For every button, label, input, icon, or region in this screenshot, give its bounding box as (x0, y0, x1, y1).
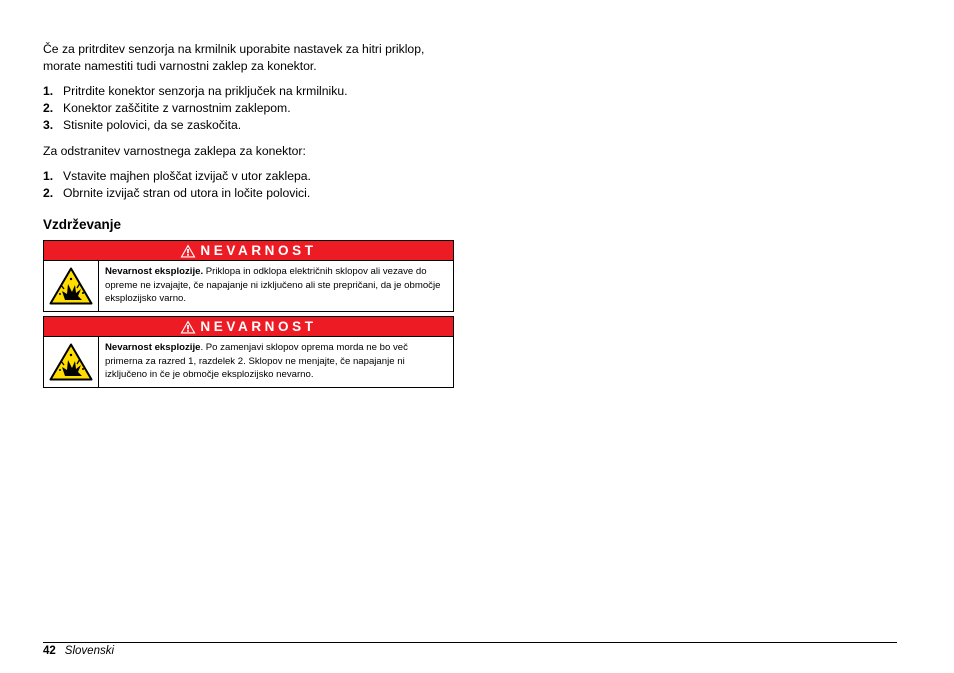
list-item (43, 100, 463, 117)
hazard-icon-cell (44, 337, 99, 387)
danger-description: . Po zamenjavi sklopov oprema morda ne bo več primerna za razred 1, razdelek 2. Sklopov ne menjajte, če napajanje ni izključeno in če je območje eksplozijsko nevarno. (105, 342, 408, 381)
step-text: Obrnite izvijač stran od utora in ločite polovici. (63, 186, 311, 200)
removal-intro: Za odstranitev varnostnega zaklepa za konektor: (43, 144, 306, 158)
footer-divider (43, 642, 897, 643)
step-number: 2. (43, 186, 54, 200)
danger-header (44, 241, 453, 261)
danger-text (99, 337, 453, 387)
danger-bold-lead: Nevarnost eksplozije (105, 342, 201, 353)
danger-title: NEVARNOST (200, 319, 317, 334)
step-text: Stisnite polovici, da se zaskočita. (63, 118, 242, 132)
main-content (43, 41, 463, 234)
intro-paragraph: Če za pritrditev senzorja na krmilnik uporabite nastavek za hitri priklop, morate namestiti tudi varnostni zaklep za konektor. (43, 42, 425, 73)
danger-title: NEVARNOST (200, 243, 317, 258)
section-title: Vzdrževanje (43, 217, 122, 232)
step-number: 1. (43, 84, 54, 98)
install-steps (43, 83, 463, 134)
hazard-icon-cell (44, 261, 99, 311)
danger-bold-lead: Nevarnost eksplozije. (105, 266, 204, 277)
danger-box (43, 316, 454, 388)
step-number: 1. (43, 169, 54, 183)
page-footer (43, 644, 114, 658)
explosion-warning-icon (49, 267, 93, 305)
page-number: 42 (43, 645, 56, 657)
warning-triangle-icon (180, 320, 196, 334)
list-item (43, 83, 463, 100)
danger-body (44, 261, 453, 311)
list-item (43, 117, 463, 134)
step-text: Vstavite majhen ploščat izvijač v utor zaklepa. (63, 169, 311, 183)
step-text: Konektor zaščitite z varnostnim zaklepom. (63, 101, 291, 115)
danger-description: Priklopa in odklopa električnih sklopov ali vezave do opreme ne izvajajte, če napajanje ni izključeno ali ste prepričani, da je območje eksplozijsko varno. (105, 266, 441, 305)
warning-triangle-icon (180, 244, 196, 258)
footer-language: Slovenski (64, 645, 115, 657)
danger-body (44, 337, 453, 387)
step-number: 2. (43, 101, 54, 115)
explosion-warning-icon (49, 343, 93, 381)
step-text: Pritrdite konektor senzorja na priključek na krmilniku. (63, 84, 348, 98)
list-item (43, 185, 463, 202)
step-number: 3. (43, 118, 54, 132)
removal-steps (43, 168, 463, 202)
danger-text (99, 261, 453, 311)
list-item (43, 168, 463, 185)
danger-header (44, 317, 453, 337)
danger-box (43, 240, 454, 312)
